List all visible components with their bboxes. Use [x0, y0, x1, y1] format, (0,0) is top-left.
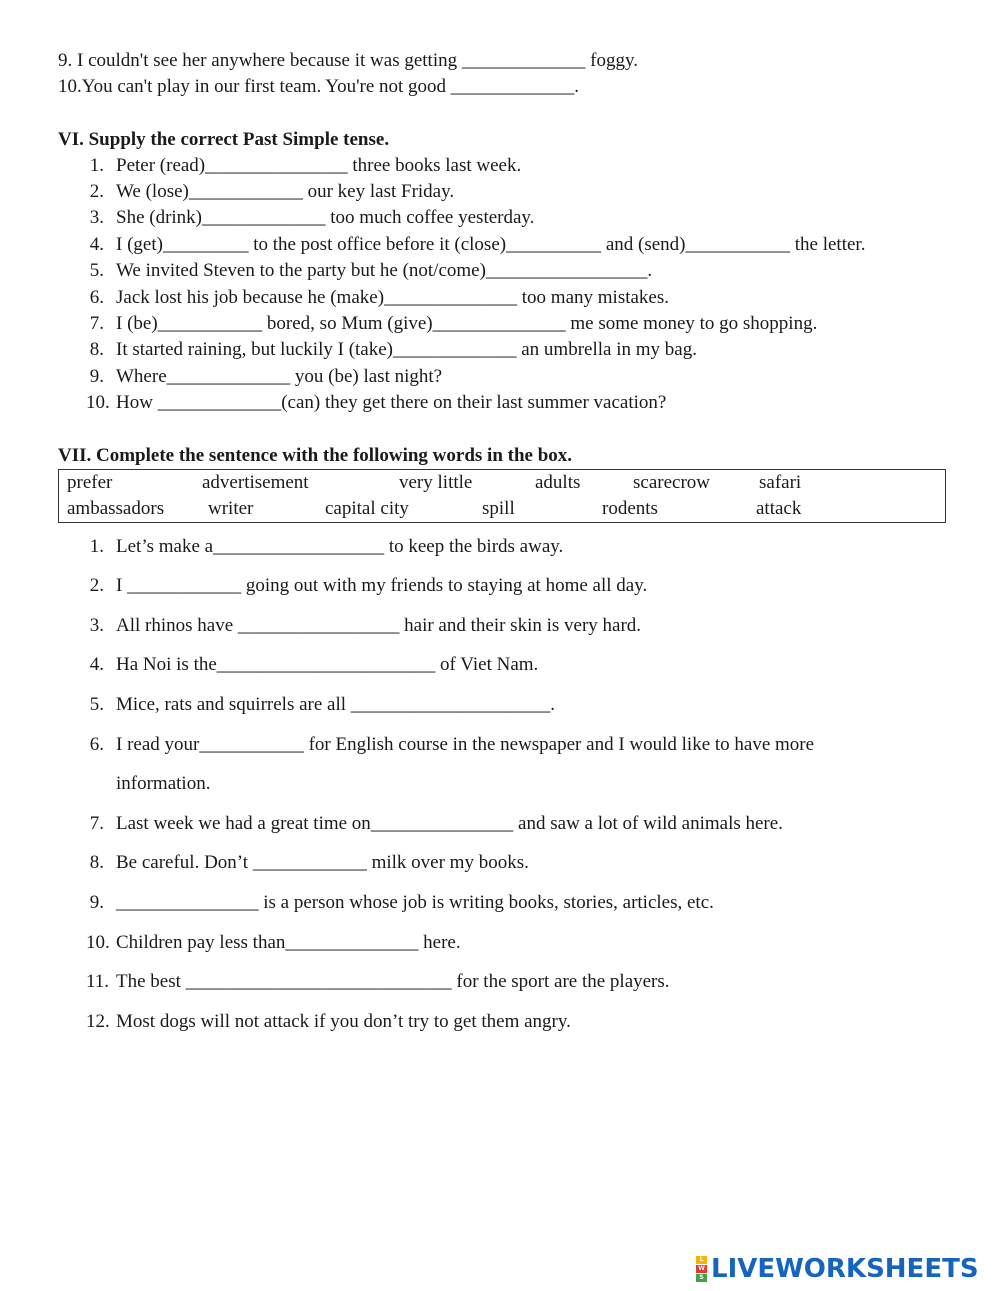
word-box-item: spill	[482, 498, 515, 519]
word-box-item: writer	[208, 498, 254, 519]
word-box	[58, 469, 946, 523]
word-box-item: attack	[756, 498, 802, 519]
word-box-item: scarecrow	[633, 472, 711, 493]
word-box-item: advertisement	[202, 472, 309, 493]
word-box-item: safari	[759, 472, 802, 493]
word-box-item: capital city	[325, 498, 409, 519]
logo-text: LIVEWORKSHEETS	[711, 1254, 979, 1284]
liveworksheets-logo[interactable]	[696, 1254, 979, 1284]
word-box-item: adults	[535, 472, 581, 493]
section-6-heading: VI. Supply the correct Past Simple tense.	[58, 129, 390, 150]
exercise-item: 10.You can't play in our first team. You're not good _____________.	[58, 76, 580, 97]
section-7-heading: VII. Complete the sentence with the following words in the box.	[58, 445, 573, 466]
word-box-item: ambassadors	[67, 498, 165, 519]
word-box-item: very little	[399, 472, 473, 493]
word-box-item: rodents	[602, 498, 658, 519]
logo-icon: L W S	[696, 1256, 707, 1282]
word-box-item: prefer	[67, 472, 113, 493]
exercise-item: 9. I couldn't see her anywhere because it was getting _____________ foggy.	[58, 50, 638, 71]
